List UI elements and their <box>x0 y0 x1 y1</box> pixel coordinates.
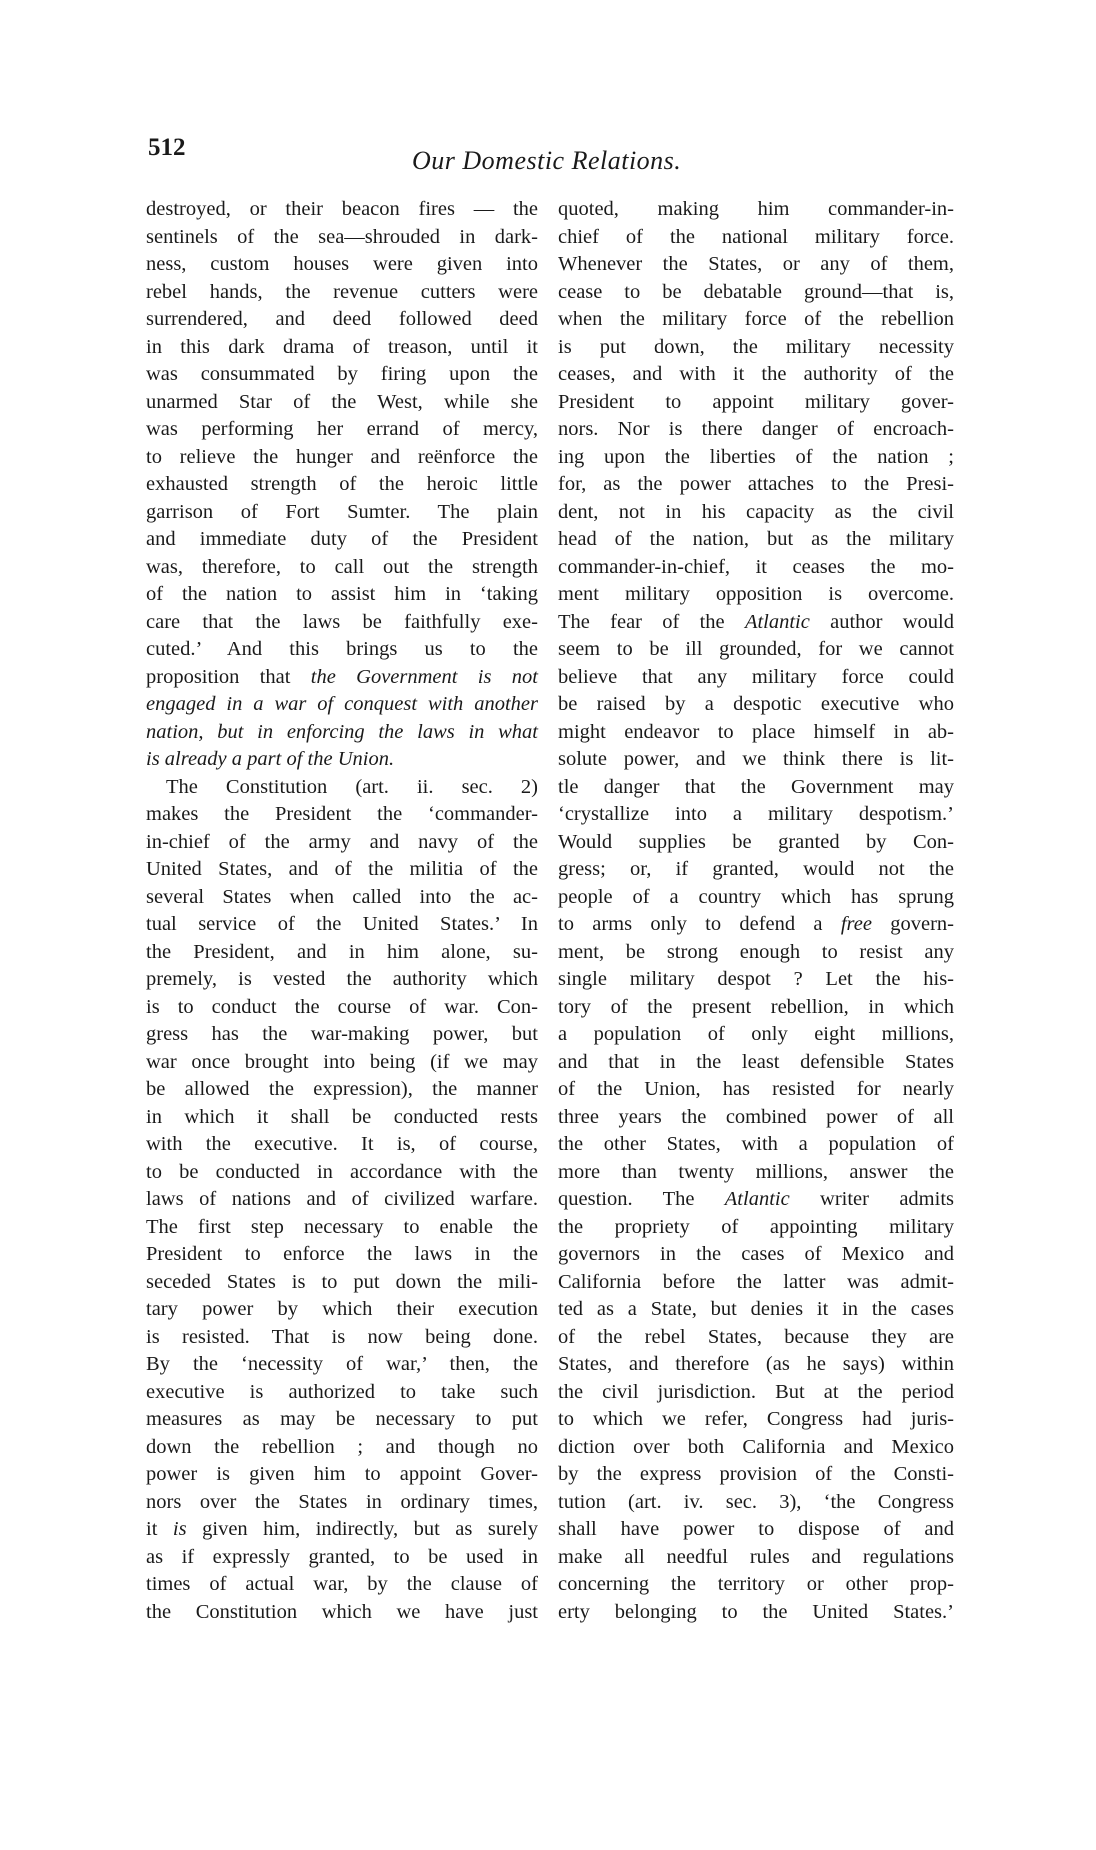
text-line <box>558 1021 954 1049</box>
text-segment: nors. Nor is there danger of encroach- <box>558 418 954 440</box>
italic-text: free <box>840 913 872 935</box>
text-segment: The fear of the <box>558 610 745 633</box>
text-line <box>146 581 538 609</box>
text-line <box>558 1324 954 1352</box>
italic-text: the Government is not <box>310 665 538 688</box>
text-segment: President to enforce the laws in the <box>146 1243 538 1265</box>
text-line <box>558 1406 954 1434</box>
text-line <box>558 1461 954 1489</box>
text-line <box>146 444 538 472</box>
text-segment: of the Union, has resisted for nearly <box>558 1078 954 1100</box>
text-line <box>558 1214 954 1242</box>
text-segment: United States, and of the militia of the <box>146 858 538 880</box>
text-segment: exhausted strength of the heroic little <box>146 473 538 495</box>
italic-text: engaged in a war of conquest with another <box>146 693 538 715</box>
text-line <box>146 801 538 829</box>
text-line <box>146 856 538 884</box>
text-segment: sentinels of the sea—shrouded in dark- <box>146 225 538 248</box>
text-segment: given him, indirectly, but as surely <box>186 1518 538 1540</box>
text-line <box>146 691 538 719</box>
text-line <box>146 361 538 389</box>
text-line <box>558 526 954 554</box>
text-segment: to arms only to defend a <box>558 913 841 935</box>
text-segment: believe that any military force could <box>558 665 954 688</box>
text-line <box>558 1269 954 1297</box>
text-segment: Whenever the States, or any of them, <box>558 253 954 275</box>
text-line <box>558 1296 954 1324</box>
text-segment: of the nation to assist him in ‘taking <box>146 583 538 605</box>
text-segment: makes the President the ‘commander- <box>146 803 538 825</box>
text-line <box>558 719 954 747</box>
text-line <box>558 1104 954 1132</box>
text-line <box>558 801 954 829</box>
text-line <box>558 1544 954 1572</box>
text-line <box>558 1599 954 1627</box>
text-line <box>558 1571 954 1599</box>
text-line <box>146 774 538 802</box>
text-segment: times of actual war, by the clause of <box>146 1573 538 1595</box>
text-segment: author would <box>809 610 955 633</box>
text-segment: erty belonging to the United States.’ <box>558 1600 954 1623</box>
text-column-left <box>146 196 538 1626</box>
text-line <box>146 939 538 967</box>
text-segment: cuted.’ And this brings us to the <box>146 638 538 660</box>
text-line <box>146 829 538 857</box>
text-line <box>146 636 538 664</box>
text-segment: head of the nation, but as the military <box>558 528 954 550</box>
text-segment: the civil jurisdiction. But at the period <box>558 1380 954 1403</box>
text-line <box>146 1324 538 1352</box>
text-segment: cease to be debatable ground—that is, <box>558 280 954 303</box>
text-segment: in this dark drama of treason, until it <box>146 335 538 358</box>
text-segment: in which it shall be conducted rests <box>146 1105 538 1128</box>
text-line <box>146 1021 538 1049</box>
text-segment: several States when called into the ac- <box>146 885 538 908</box>
text-line <box>558 884 954 912</box>
text-line <box>558 994 954 1022</box>
text-line <box>558 251 954 279</box>
text-segment: make all needful rules and regulations <box>558 1545 954 1568</box>
text-segment: three years the combined power of all <box>558 1105 954 1128</box>
text-segment: commander-in-chief, it ceases the mo- <box>558 555 954 578</box>
text-segment: States, and therefore (as he says) within <box>558 1353 954 1375</box>
text-segment: and immediate duty of the President <box>146 528 538 550</box>
text-line <box>146 719 538 747</box>
text-line <box>558 334 954 362</box>
text-segment: quoted, making him commander-in- <box>558 198 954 220</box>
text-segment: when the military force of the rebellion <box>558 308 954 330</box>
text-line <box>146 416 538 444</box>
text-line <box>558 1159 954 1187</box>
text-segment: executive is authorized to take such <box>146 1380 538 1403</box>
text-line <box>558 691 954 719</box>
text-line <box>146 1269 538 1297</box>
text-segment: single military despot ? Let the his- <box>558 968 954 990</box>
text-segment: Would supplies be granted by Con- <box>558 830 954 853</box>
text-segment: writer admits <box>789 1188 954 1210</box>
text-segment: is resisted. That is now being done. <box>146 1325 538 1348</box>
text-segment: concerning the territory or other prop- <box>558 1573 954 1595</box>
text-line <box>558 471 954 499</box>
italic-text: nation, but in enforcing the laws in what <box>146 720 538 743</box>
text-line <box>146 554 538 582</box>
text-segment: for, as the power attaches to the Presi- <box>558 473 954 495</box>
text-segment: The Constitution (art. ii. sec. 2) <box>166 775 538 798</box>
text-segment: nors over the States in ordinary times, <box>146 1490 538 1513</box>
text-line <box>146 1379 538 1407</box>
text-line <box>558 939 954 967</box>
text-line <box>146 1241 538 1269</box>
text-segment: care that the laws be faithfully exe- <box>146 610 538 633</box>
text-line <box>558 1131 954 1159</box>
text-segment: the propriety of appointing military <box>558 1215 954 1238</box>
text-line <box>558 664 954 692</box>
text-segment: tary power by which their execution <box>146 1298 538 1320</box>
text-line <box>558 389 954 417</box>
text-segment: The first step necessary to enable the <box>146 1215 538 1238</box>
running-title: Our Domestic Relations. <box>412 146 682 175</box>
text-line <box>558 554 954 582</box>
text-line <box>146 224 538 252</box>
text-segment: to relieve the hunger and reënforce the <box>146 445 538 468</box>
text-segment: tle danger that the Government may <box>558 775 954 798</box>
text-segment: By the ‘necessity of war,’ then, the <box>146 1353 538 1375</box>
text-segment: seem to be ill grounded, for we cannot <box>558 638 954 660</box>
text-segment: ing upon the liberties of the nation ; <box>558 445 954 468</box>
text-line <box>558 829 954 857</box>
text-segment: more than twenty millions, answer the <box>558 1160 954 1183</box>
text-line <box>558 746 954 774</box>
text-segment: by the express provision of the Consti- <box>558 1463 954 1485</box>
text-segment: the President, and in him alone, su- <box>146 940 538 963</box>
text-segment: ment military opposition is overcome. <box>558 583 954 605</box>
italic-text: Atlantic <box>724 1188 790 1210</box>
text-column-right <box>558 196 954 1626</box>
text-segment: is to conduct the course of war. Con- <box>146 995 538 1018</box>
text-segment: war once brought into being (if we may <box>146 1050 538 1073</box>
text-segment: gress has the war-making power, but <box>146 1023 538 1045</box>
text-line <box>146 1296 538 1324</box>
text-line <box>146 389 538 417</box>
text-line <box>558 224 954 252</box>
text-segment: ment, be strong enough to resist any <box>558 940 954 963</box>
text-line <box>558 636 954 664</box>
text-line <box>146 1159 538 1187</box>
text-line <box>558 856 954 884</box>
text-segment: was, therefore, to call out the strength <box>146 555 538 578</box>
text-segment: tory of the present rebellion, in which <box>558 995 954 1018</box>
text-segment: it <box>146 1518 173 1540</box>
text-line <box>146 664 538 692</box>
text-line <box>558 499 954 527</box>
text-segment: people of a country which has sprung <box>558 885 954 908</box>
text-line <box>146 994 538 1022</box>
text-line <box>146 1406 538 1434</box>
text-segment: as if expressly granted, to be used in <box>146 1545 538 1568</box>
text-line <box>558 1186 954 1214</box>
text-line <box>558 774 954 802</box>
text-line <box>146 884 538 912</box>
text-segment: governors in the cases of Mexico and <box>558 1243 954 1265</box>
text-line <box>558 1434 954 1462</box>
text-line <box>146 1461 538 1489</box>
text-segment: the other States, with a population of <box>558 1133 954 1155</box>
text-line <box>146 1434 538 1462</box>
text-segment: diction over both California and Mexico <box>558 1435 954 1458</box>
italic-text: Atlantic <box>744 610 810 633</box>
text-line <box>146 966 538 994</box>
text-segment: power is given him to appoint Gover- <box>146 1463 538 1485</box>
text-segment: solute power, and we think there is lit- <box>558 748 954 770</box>
text-line <box>146 526 538 554</box>
text-segment: and that in the least defensible States <box>558 1050 954 1073</box>
text-line <box>558 609 954 637</box>
text-line <box>558 1351 954 1379</box>
text-line <box>558 306 954 334</box>
text-segment: the Constitution which we have just <box>146 1600 538 1623</box>
text-line <box>146 279 538 307</box>
text-segment: ceases, and with it the authority of the <box>558 363 954 385</box>
text-segment: tution (art. iv. sec. 3), ‘the Congress <box>558 1490 954 1513</box>
text-segment: gress; or, if granted, would not the <box>558 858 954 880</box>
text-line <box>146 499 538 527</box>
text-line <box>146 1214 538 1242</box>
text-segment: to be conducted in accordance with the <box>146 1160 538 1183</box>
text-line <box>146 1571 538 1599</box>
text-segment: might endeavor to place himself in ab- <box>558 720 954 743</box>
text-segment: was performing her errand of mercy, <box>146 418 538 440</box>
text-line <box>146 334 538 362</box>
text-segment: California before the latter was admit- <box>558 1270 954 1293</box>
text-segment: chief of the national military force. <box>558 225 954 248</box>
text-line <box>558 1516 954 1544</box>
text-segment: in-chief of the army and navy of the <box>146 830 538 853</box>
text-line <box>146 746 538 774</box>
text-line <box>146 1489 538 1517</box>
text-segment: measures as may be necessary to put <box>146 1408 538 1430</box>
italic-text: is <box>172 1518 187 1540</box>
text-line <box>558 966 954 994</box>
text-line <box>558 1379 954 1407</box>
text-line <box>146 1186 538 1214</box>
text-line <box>558 1489 954 1517</box>
text-line <box>146 911 538 939</box>
text-line <box>558 279 954 307</box>
text-line <box>146 251 538 279</box>
text-segment: rebel hands, the revenue cutters were <box>146 280 538 303</box>
text-segment: ted as a State, but denies it in the cases <box>558 1298 954 1320</box>
text-line <box>146 1351 538 1379</box>
text-line <box>146 1544 538 1572</box>
text-segment: seceded States is to put down the mili- <box>146 1270 538 1293</box>
text-segment: is put down, the military necessity <box>558 335 954 358</box>
text-line <box>146 1131 538 1159</box>
text-line <box>558 196 954 224</box>
text-segment: unarmed Star of the West, while she <box>146 390 538 413</box>
text-segment: garrison of Fort Sumter. The plain <box>146 500 538 523</box>
text-line <box>558 1049 954 1077</box>
text-line <box>558 911 954 939</box>
text-line <box>558 1076 954 1104</box>
text-segment: ‘crystallize into a military despotism.’ <box>558 803 954 825</box>
text-segment: be raised by a despotic executive who <box>558 693 954 715</box>
text-line <box>146 1516 538 1544</box>
text-segment: laws of nations and of civilized warfare. <box>146 1188 538 1210</box>
text-line <box>146 196 538 224</box>
text-line <box>146 1049 538 1077</box>
text-segment: of the rebel States, because they are <box>558 1325 954 1348</box>
text-segment: dent, not in his capacity as the civil <box>558 500 954 523</box>
text-line <box>558 581 954 609</box>
text-line <box>558 361 954 389</box>
text-line <box>146 1104 538 1132</box>
text-segment: down the rebellion ; and though no <box>146 1435 538 1458</box>
text-segment: to which we refer, Congress had juris- <box>558 1408 954 1430</box>
text-segment: a population of only eight millions, <box>558 1023 954 1045</box>
page-number: 512 <box>148 134 186 161</box>
text-segment: shall have power to dispose of and <box>558 1518 954 1540</box>
text-segment: question. The <box>558 1188 725 1210</box>
text-line <box>558 416 954 444</box>
text-line <box>146 609 538 637</box>
text-segment: premely, is vested the authority which <box>146 968 538 990</box>
text-line <box>558 1241 954 1269</box>
text-line <box>146 306 538 334</box>
text-segment: surrendered, and deed followed deed <box>146 308 538 330</box>
text-segment: be allowed the expression), the manner <box>146 1078 538 1100</box>
text-segment: ness, custom houses were given into <box>146 253 538 275</box>
text-segment: tual service of the United States.’ In <box>146 913 538 935</box>
text-line <box>558 444 954 472</box>
text-segment: President to appoint military gover- <box>558 390 954 413</box>
italic-text: is already a part of the Union. <box>146 748 395 770</box>
text-segment: destroyed, or their beacon fires — the <box>146 198 538 220</box>
text-segment: with the executive. It is, of course, <box>146 1133 538 1155</box>
text-segment: proposition that <box>146 665 311 688</box>
text-segment: was consummated by firing upon the <box>146 363 538 385</box>
text-line <box>146 1076 538 1104</box>
text-segment: govern- <box>871 913 954 935</box>
text-line <box>146 471 538 499</box>
text-line <box>146 1599 538 1627</box>
